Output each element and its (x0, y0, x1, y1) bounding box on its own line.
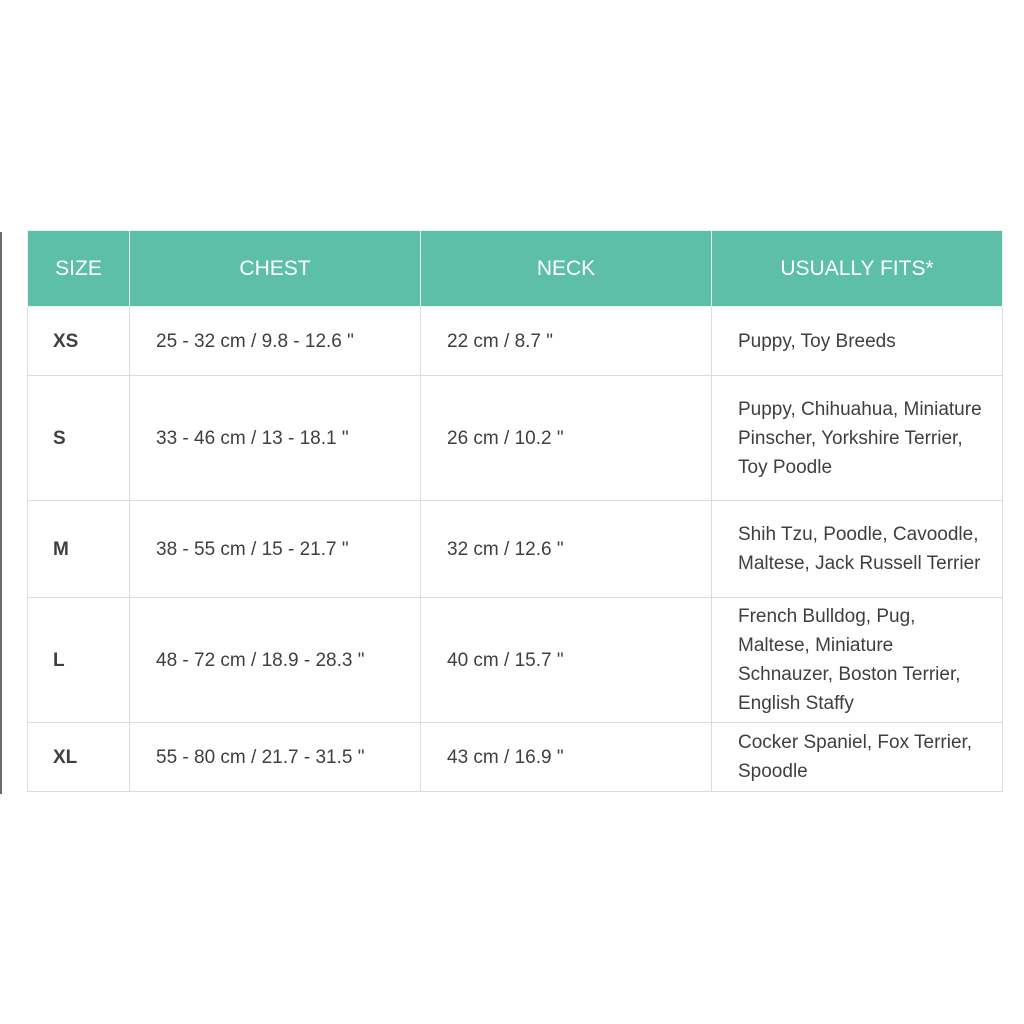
header-usually-fits: USUALLY FITS* (712, 231, 1003, 307)
table-row (28, 501, 1003, 598)
usually-fits-cell: French Bulldog, Pug, Maltese, Miniature Schnauzer, Boston Terrier, English Staffy (712, 598, 1003, 723)
usually-fits-cell: Shih Tzu, Poodle, Cavoodle, Maltese, Jack Russell Terrier (712, 501, 1003, 598)
chest-cell: 55 - 80 cm / 21.7 - 31.5 " (130, 723, 421, 792)
table-row (28, 376, 1003, 501)
table-row (28, 723, 1003, 792)
chest-cell: 38 - 55 cm / 15 - 21.7 " (130, 501, 421, 598)
usually-fits-cell: Puppy, Chihuahua, Miniature Pinscher, Yorkshire Terrier, Toy Poodle (712, 376, 1003, 501)
size-chart-table (27, 230, 1003, 792)
neck-cell: 26 cm / 10.2 " (421, 376, 712, 501)
size-cell: XS (28, 307, 130, 376)
chest-cell: 33 - 46 cm / 13 - 18.1 " (130, 376, 421, 501)
usually-fits-cell: Cocker Spaniel, Fox Terrier, Spoodle (712, 723, 1003, 792)
header-size: SIZE (28, 231, 130, 307)
chest-cell: 48 - 72 cm / 18.9 - 28.3 " (130, 598, 421, 723)
usually-fits-cell: Puppy, Toy Breeds (712, 307, 1003, 376)
header-row (28, 231, 1003, 307)
left-edge-divider (0, 232, 2, 794)
neck-cell: 43 cm / 16.9 " (421, 723, 712, 792)
chest-cell: 25 - 32 cm / 9.8 - 12.6 " (130, 307, 421, 376)
table-row (28, 307, 1003, 376)
neck-cell: 32 cm / 12.6 " (421, 501, 712, 598)
size-cell: M (28, 501, 130, 598)
size-cell: S (28, 376, 130, 501)
table-row (28, 598, 1003, 723)
size-cell: L (28, 598, 130, 723)
size-cell: XL (28, 723, 130, 792)
neck-cell: 40 cm / 15.7 " (421, 598, 712, 723)
table-header (28, 231, 1003, 307)
neck-cell: 22 cm / 8.7 " (421, 307, 712, 376)
table-body (28, 307, 1003, 792)
header-chest: CHEST (130, 231, 421, 307)
header-neck: NECK (421, 231, 712, 307)
